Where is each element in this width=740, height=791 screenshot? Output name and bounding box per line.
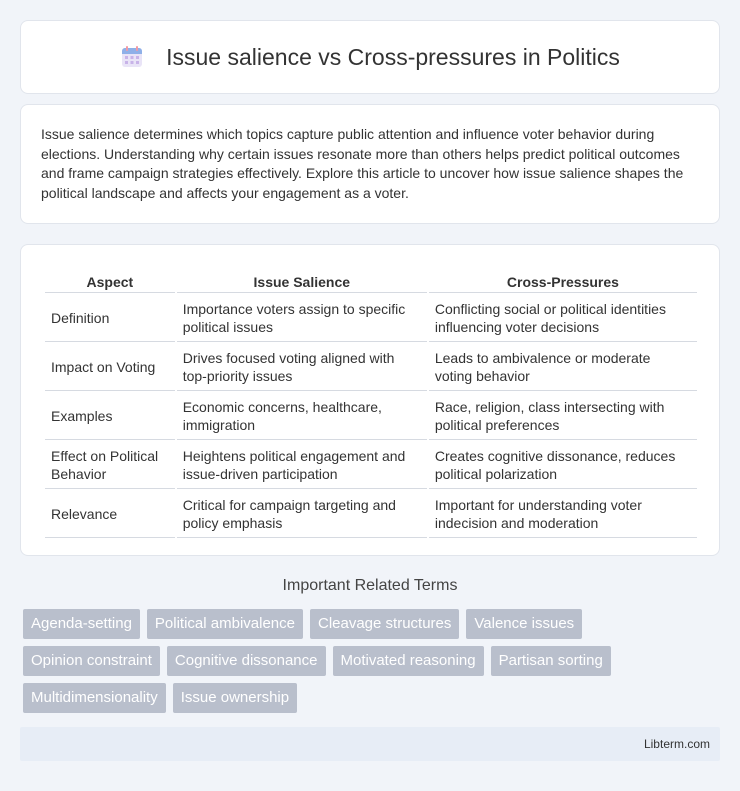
footer	[20, 727, 720, 761]
tag-cleavage-structures[interactable]: Cleavage structures	[310, 609, 459, 639]
tag-row	[23, 609, 723, 639]
table-cell: Race, religion, class intersecting with political preferences	[429, 393, 697, 440]
tag-cognitive-dissonance[interactable]: Cognitive dissonance	[167, 646, 326, 676]
table-row	[45, 295, 697, 342]
comparison-table-card	[20, 244, 720, 556]
header-aspect: Aspect	[45, 267, 175, 293]
tag-multidimensionality[interactable]: Multidimensionality	[23, 683, 166, 713]
header-issue-salience: Issue Salience	[177, 267, 427, 293]
table-header-row	[45, 267, 697, 293]
table-cell: Critical for campaign targeting and policy emphasis	[177, 491, 427, 538]
tag-issue-ownership[interactable]: Issue ownership	[173, 683, 297, 713]
tag-row	[23, 646, 723, 676]
table-row	[45, 491, 697, 538]
tag-agenda-setting[interactable]: Agenda-setting	[23, 609, 140, 639]
header-cross-pressures: Cross-Pressures	[429, 267, 697, 293]
calendar-icon	[120, 45, 144, 69]
table-cell: Conflicting social or political identities influencing voter decisions	[429, 295, 697, 342]
header-card	[20, 20, 720, 94]
table-row	[45, 442, 697, 489]
footer-site-link[interactable]: Libterm.com	[643, 737, 710, 751]
table-cell: Impact on Voting	[45, 344, 175, 391]
table-cell: Definition	[45, 295, 175, 342]
comparison-table	[43, 265, 699, 540]
table-cell: Creates cognitive dissonance, reduces political polarization	[429, 442, 697, 489]
table-cell: Importance voters assign to specific political issues	[177, 295, 427, 342]
table-cell: Heightens political engagement and issue-driven participation	[177, 442, 427, 489]
table-row	[45, 344, 697, 391]
table-row	[45, 393, 697, 440]
table-cell: Important for understanding voter indecision and moderation	[429, 491, 697, 538]
related-terms-title: Important Related Terms	[282, 577, 458, 594]
table-cell: Drives focused voting aligned with top-priority issues	[177, 344, 427, 391]
tag-opinion-constraint[interactable]: Opinion constraint	[23, 646, 160, 676]
tag-motivated-reasoning[interactable]: Motivated reasoning	[333, 646, 484, 676]
related-terms-list	[23, 609, 723, 720]
tag-political-ambivalence[interactable]: Political ambivalence	[147, 609, 303, 639]
table-cell: Leads to ambivalence or moderate voting behavior	[429, 344, 697, 391]
intro-card	[20, 104, 720, 224]
tag-partisan-sorting[interactable]: Partisan sorting	[491, 646, 611, 676]
tag-valence-issues[interactable]: Valence issues	[466, 609, 582, 639]
table-cell: Effect on Political Behavior	[45, 442, 175, 489]
table-cell: Relevance	[45, 491, 175, 538]
intro-text: Issue salience determines which topics capture public attention and influence voter behavior during elections. Understanding why certain issues resonate more than others helps predict political outcomes and frame campaign strategies effectively. Explore this article to uncover how issue salience shapes the political landscape and affects your engagement as a voter.	[41, 126, 684, 201]
table-cell: Economic concerns, healthcare, immigration	[177, 393, 427, 440]
page-title: Issue salience vs Cross-pressures in Politics	[166, 43, 620, 70]
tag-row	[23, 683, 723, 713]
table-cell: Examples	[45, 393, 175, 440]
